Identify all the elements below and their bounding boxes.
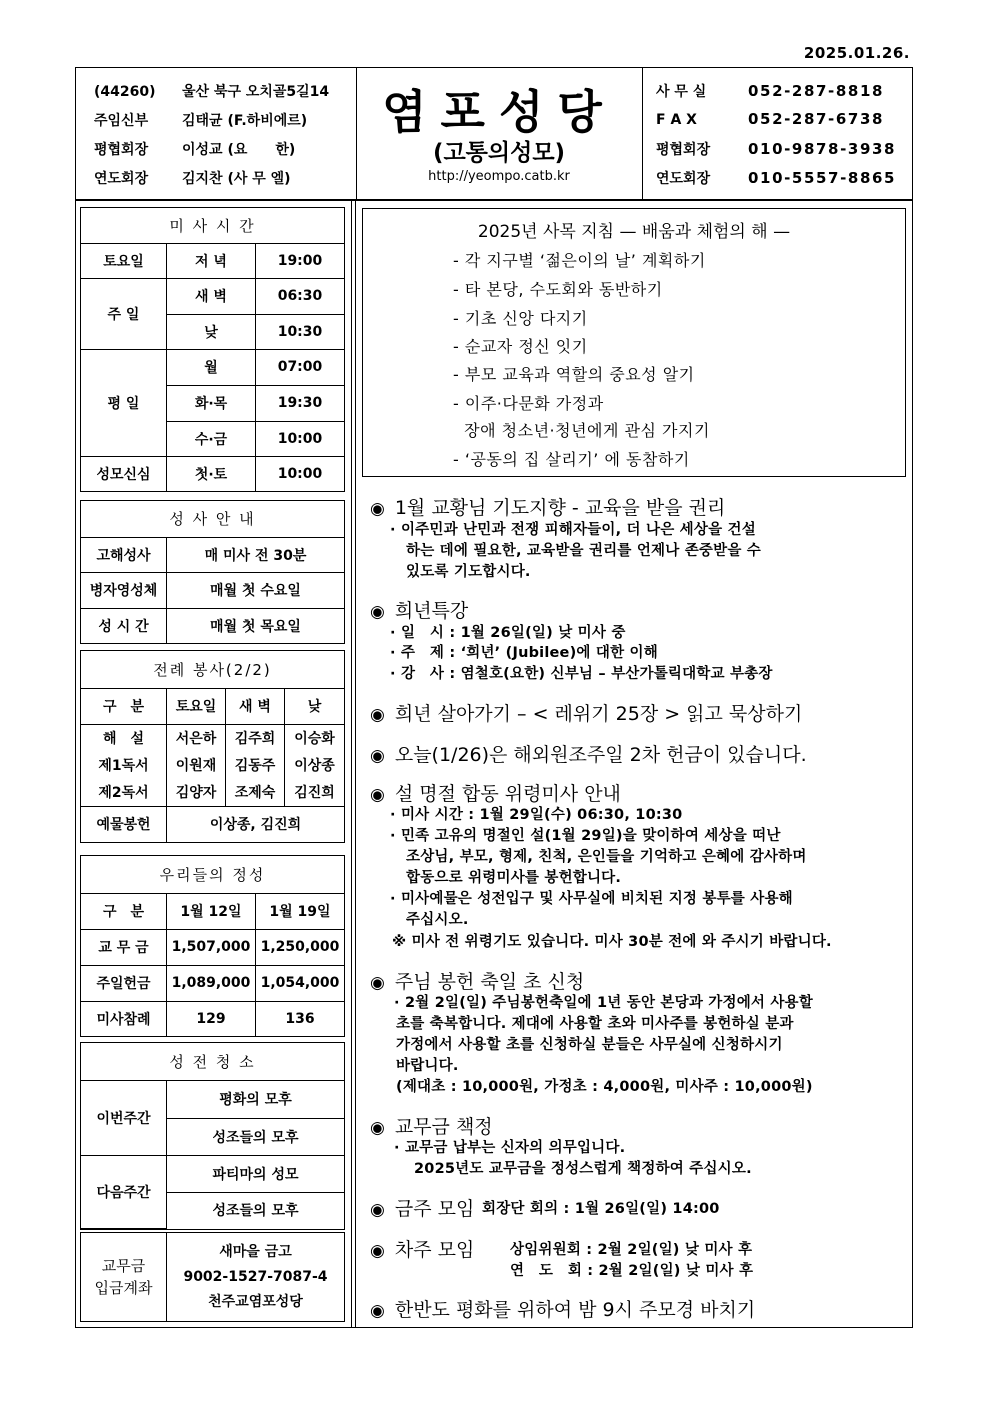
contact-row: 연도회장 010-5557-8865 <box>656 169 897 187</box>
contact-row: 평협회장 010-9878-3938 <box>656 140 897 158</box>
account-number: 9002-1527-7087-4 <box>183 1268 328 1285</box>
policy-item: - ‘공동의 집 살리기’ 에 동참하기 <box>453 450 690 469</box>
policy-item: - 각 지구별 ‘젊은이의 날’ 계획하기 <box>453 251 706 270</box>
bullet-icon: ◉ <box>370 499 385 519</box>
policy-item: - 이주·다문화 가정과 <box>453 394 604 413</box>
column-divider <box>351 200 352 1328</box>
table-caption: 우리들의 정성 <box>81 856 344 893</box>
table-caption: 성 전 청 소 <box>81 1043 344 1080</box>
bullet-icon: ◉ <box>370 705 385 725</box>
notice-jubilee-living: ◉ 희년 살아가기 – < 레위기 25장 > 읽고 묵상하기 <box>370 703 803 725</box>
table-caption: 성 사 안 내 <box>81 501 344 537</box>
policy-item: - 순교자 정신 잇기 <box>453 337 588 356</box>
header-box <box>75 67 913 200</box>
bullet-icon: ◉ <box>370 785 385 805</box>
notice-prayer-intention: ◉ 1월 교황님 기도지향 - 교육을 받을 권리 <box>370 497 726 519</box>
donation-table: 우리들의 정성 구 분 1월 12일 1월 19일 교 무 금 1,507,000 1,250,000 주일헌금 1,089,000 1,054,000 미사참례 129 136 <box>80 855 345 1037</box>
bullet-icon: ◉ <box>370 973 385 993</box>
church-subtitle: (고통의성모) <box>432 140 566 166</box>
table-caption: 미 사 시 간 <box>81 208 344 243</box>
notice-this-week-meeting: ◉ 금주 모임 <box>370 1198 475 1220</box>
header-row: 평협회장 이성교 (요 한) <box>94 142 296 158</box>
header-row: 연도회장 김지찬 (사 무 엘) <box>94 171 291 187</box>
header-title-block <box>356 68 643 199</box>
bullet-icon: ◉ <box>370 1200 385 1220</box>
liturgy-service-table: 전례 봉사(2/2) 구 분 토요일 새 벽 낮 해 설 서은하 김주희 이승화 제1독서 이원재 김동주 이상종 제2독서 김양자 조제숙 김진희 예물봉헌 이상종, 김진희 <box>80 650 345 843</box>
policy-item: - 기초 신앙 다지기 <box>453 309 588 328</box>
issue-date: 2025.01.26. <box>803 44 910 62</box>
contact-row: 사 무 실 052-287-8818 <box>656 82 885 100</box>
policy-title: 2025년 사목 지침 — 배움과 체험의 해 — <box>477 222 791 242</box>
policy-item: - 부모 교육과 역할의 중요성 알기 <box>453 365 695 384</box>
notice-candle-request: ◉ 주님 봉헌 축일 초 신청 <box>370 971 585 993</box>
bullet-icon: ◉ <box>370 1241 385 1261</box>
table-caption: 전례 봉사(2/2) <box>81 651 344 688</box>
cleaning-table: 성 전 청 소 이번주간 평화의 모후 성조들의 모후 다음주간 파티마의 성모 성조들의 모후 <box>80 1042 345 1230</box>
header-row: (44260) 울산 북구 오치골5길14 <box>94 84 330 100</box>
notice-church-dues: ◉ 교무금 책정 <box>370 1116 493 1138</box>
notice-next-week-meeting: ◉ 차주 모임 <box>370 1239 475 1261</box>
notice-second-collection: ◉ 오늘(1/26)은 해외원조주일 2차 헌금이 있습니다. <box>370 744 807 766</box>
column-divider <box>355 200 356 1328</box>
policy-item: 장애 청소년·청년에게 관심 가지기 <box>453 421 710 440</box>
bullet-icon: ◉ <box>370 1118 385 1138</box>
church-url[interactable]: http://yeompo.catb.kr <box>428 169 570 184</box>
sacraments-table: 성 사 안 내 고해성사 매 미사 전 30분 병자영성체 매월 첫 수요일 성 시 간 매월 첫 목요일 <box>80 500 345 644</box>
bullet-icon: ◉ <box>370 602 385 622</box>
account-table: 교무금 입금계좌 새마을 금고 9002-1527-7087-4 천주교염포성당 <box>80 1232 345 1322</box>
notice-memorial-mass: ◉ 설 명절 합동 위령미사 안내 <box>370 783 621 805</box>
header-address-block <box>76 68 357 199</box>
contact-row: F A X 052-287-6738 <box>656 110 885 128</box>
pastoral-policy-box <box>362 208 906 477</box>
header-contact-block <box>642 68 912 199</box>
policy-item: - 타 본당, 수도회와 동반하기 <box>453 280 663 299</box>
bullet-icon: ◉ <box>370 1301 385 1321</box>
mass-times-table: 미 사 시 간 토요일 저 녁 19:00 주 일 새 벽 06:30 낮 10:30 평 일 월 07:00 화·목 19:30 수·금 10:00 성모신심 첫·토 10:00 <box>80 207 345 492</box>
bullet-icon: ◉ <box>370 746 385 766</box>
notice-peace-prayer: ◉ 한반도 평화를 위하여 밤 9시 주모경 바치기 <box>370 1299 756 1321</box>
header-row: 주임신부 김태균 (F.하비에르) <box>94 113 308 129</box>
notice-jubilee-lecture: ◉ 희년특강 <box>370 600 469 622</box>
church-name: 염포성당 <box>382 85 616 139</box>
